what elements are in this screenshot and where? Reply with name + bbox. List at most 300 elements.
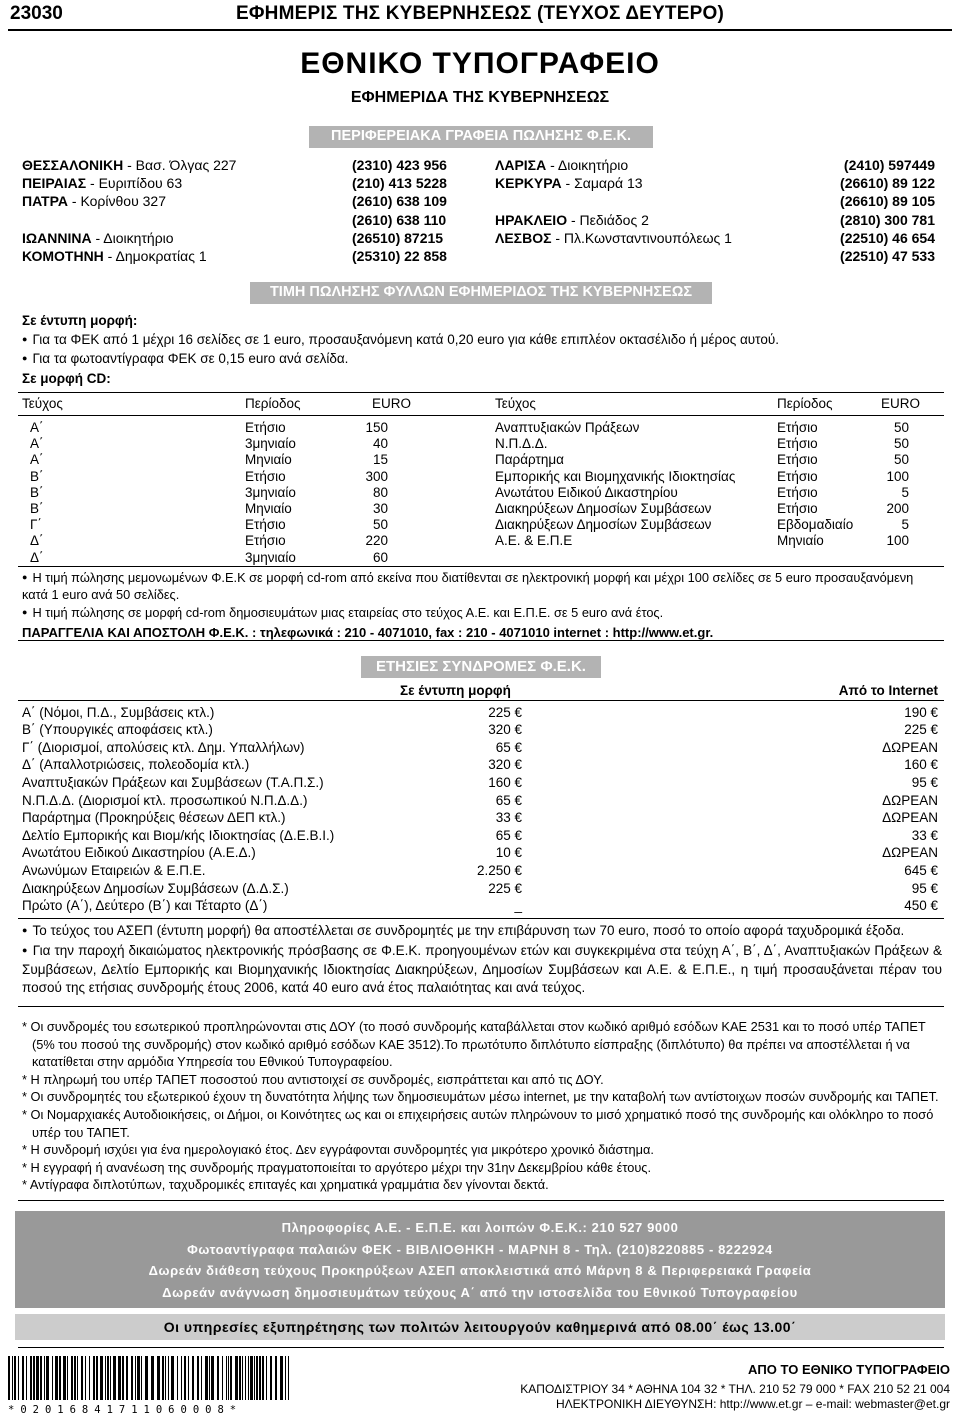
subscription-row [22, 739, 938, 757]
footnote: * Οι συνδρομητές του εξωτερικού έχουν τη δυνατότητα λήψης των δημοσιευμάτων μέσω internet, με την καταβολή των αντίστοιχων ποσών συνδρομής και ΤΑΠΕΤ. [22, 1089, 939, 1105]
footnotes [22, 1018, 940, 1194]
cd-price: 15 [372, 452, 388, 468]
subscription-print-price: 320 € [488, 722, 522, 738]
office-city: ΛΕΣΒΟΣ [495, 229, 552, 246]
office-row [22, 229, 462, 247]
subs-header-rule [18, 700, 944, 701]
barcode-bar [89, 1356, 90, 1400]
office-city: ΙΩΑΝΝΙΝΑ [22, 229, 92, 246]
barcode-bar [197, 1356, 199, 1400]
subscription-print-price: _ [514, 898, 522, 914]
office-name [22, 229, 352, 247]
cd-period: Ετήσιο [245, 517, 286, 533]
office-name [495, 193, 809, 211]
subs-notes [22, 922, 942, 996]
subscription-internet-price: 33 € [911, 827, 938, 843]
cd-issue: Δ΄ [30, 549, 44, 565]
barcode-bar [52, 1356, 53, 1400]
cd-note-2: ● Η τιμή πώλησης σε μορφή cd-rom δημοσιευμάτων μιας εταιρείας στο τεύχος Α.Ε. και Ε.Π.Ε. σε 5 euro ανά έτος. [22, 605, 937, 622]
cd-issue: Α΄ [30, 452, 44, 468]
cd-issue: Δ΄ [30, 533, 44, 549]
notes-rule [18, 1006, 944, 1007]
barcode-bar [36, 1356, 39, 1400]
cd-period: Ετήσιο [777, 484, 818, 500]
cd-period: 3μηνιαίο [245, 436, 296, 452]
cd-label: Σε μορφή CD: [22, 370, 111, 386]
subscription-row [22, 845, 938, 863]
cd-issue: Ανωτάτου Ειδικού Δικαστηρίου [495, 484, 678, 500]
barcode-bar [245, 1356, 246, 1400]
office-row [22, 193, 462, 211]
office-phone: (26610) 89 122 [840, 175, 935, 192]
office-address: - Δημοκρατίας 1 [103, 248, 207, 265]
subscription-internet-price: 645 € [904, 863, 938, 879]
office-row [495, 156, 935, 174]
cd-period: Ετήσιο [777, 420, 818, 435]
cd-price: 5 [901, 517, 909, 533]
barcode-bar [250, 1356, 253, 1400]
subscription-issue: Αναπτυξιακών Πράξεων και Συμβάσεων (Τ.Α.Π.Σ.) [22, 775, 324, 791]
subscription-issue: Ανωνύμων Εταιρειών & Ε.Π.Ε. [22, 863, 206, 879]
barcode-bar [177, 1356, 178, 1400]
barcode-bar [55, 1356, 58, 1400]
barcode-bar [205, 1356, 208, 1400]
cd-price: 50 [893, 436, 909, 452]
subscription-row [22, 757, 938, 775]
subscription-print-price: 33 € [495, 810, 522, 826]
cd-row [495, 420, 909, 436]
cd-price: 80 [372, 484, 388, 500]
subscription-row [22, 722, 938, 740]
office-name [22, 193, 352, 211]
barcode-bar [184, 1356, 186, 1400]
cd-period: Ετήσιο [245, 420, 286, 435]
barcode-bar [262, 1356, 264, 1400]
cd-price: 5 [901, 484, 909, 500]
cd-issue: Διακηρύξεων Δημοσίων Συμβάσεων [495, 500, 712, 516]
office-row [22, 174, 462, 192]
barcode-bar [46, 1356, 49, 1400]
subscription-issue: Ν.Π.Δ.Δ. (Διορισμοί κτλ. προσωπικού Ν.Π.Δ.Δ.) [22, 792, 308, 808]
subs-bottom-rule [18, 918, 944, 919]
cd-bottom-rule [18, 566, 944, 567]
office-phone: (22510) 47 533 [840, 248, 935, 265]
cd-issue: Α΄ [30, 436, 44, 452]
office-city: ΚΕΡΚΥΡΑ [495, 175, 562, 192]
cd-issue: Παράρτημα [495, 452, 564, 468]
office-name [495, 211, 809, 229]
office-phone: (25310) 22 858 [352, 248, 447, 265]
cd-period: Ετήσιο [245, 533, 286, 549]
barcode-bar [67, 1356, 68, 1400]
subscription-internet-price: ΔΩΡΕΑΝ [882, 810, 938, 826]
subscription-row [22, 898, 938, 916]
barcode-bar [107, 1356, 109, 1400]
cd-table-right [495, 420, 909, 550]
office-name [495, 174, 809, 192]
cd-issue: Ν.Π.Δ.Δ. [495, 436, 548, 452]
hours-rule [18, 1347, 944, 1348]
barcode-bar [201, 1356, 202, 1400]
office-address: - Πλ.Κωνσταντινουπόλεως 1 [551, 229, 732, 246]
subscription-row [22, 880, 938, 898]
subscription-print-price: 65 € [495, 792, 522, 808]
page-number: 23030 [10, 3, 63, 24]
office-row [495, 247, 935, 265]
subscription-print-price: 320 € [488, 757, 522, 773]
footer-address: ΚΑΠΟΔΙΣΤΡΙΟΥ 34 * ΑΘΗΝΑ 104 32 * ΤΗΛ. 210 52 79 000 * FAX 210 52 21 004 [520, 1382, 950, 1396]
cd-col-issue-left: Τεύχος [22, 396, 63, 411]
cd-period: Ετήσιο [777, 452, 818, 468]
office-phone: (22510) 46 654 [840, 229, 935, 246]
barcode-bar [59, 1356, 61, 1400]
cd-price: 200 [886, 500, 909, 516]
office-phone: (2810) 300 781 [840, 211, 935, 228]
barcode-bar [77, 1356, 78, 1400]
barcode-bar [14, 1356, 16, 1400]
barcode-bar [131, 1356, 133, 1400]
subscription-issue: Γ΄ (Διορισμοί, απολύσεις κτλ. Δημ. Υπαλλήλων) [22, 739, 305, 755]
subs-note-1: ● Το τεύχος του ΑΣΕΠ (έντυπη μορφή) θα αποστέλλεται σε συνδρομητές με την επιβάρυνση των 70 euro, ποσό το οποίο αφορά ταχυδρομικά έξοδα. [22, 922, 942, 942]
cd-row [30, 485, 388, 501]
barcode-bar [110, 1356, 111, 1400]
offices-left [22, 156, 462, 266]
cd-price: 150 [365, 420, 388, 435]
subscription-issue: Δ΄ (Απαλλοτριώσεις, πολεοδομία κτλ.) [22, 757, 250, 773]
barcode-bar [188, 1356, 189, 1400]
barcode-bar [135, 1356, 136, 1400]
office-row [495, 211, 935, 229]
barcode-bar [71, 1356, 73, 1400]
barcode-bar [217, 1356, 219, 1400]
subscription-internet-price: 450 € [904, 898, 938, 914]
subscription-row [22, 792, 938, 810]
cd-price: 300 [365, 468, 388, 484]
cd-issue: Διακηρύξεων Δημοσίων Συμβάσεων [495, 517, 712, 533]
footer-publisher: ΑΠΟ ΤΟ ΕΘΝΙΚΟ ΤΥΠΟΓΡΑΦΕΙΟ [748, 1362, 950, 1377]
subs-table [22, 704, 938, 915]
office-city: ΛΑΡΙΣΑ [495, 156, 547, 173]
publisher-title: ΕΘΝΙΚΟ ΤΥΠΟΓΡΑΦΕΙΟ [300, 47, 660, 80]
cd-period: Ετήσιο [777, 468, 818, 484]
barcode-bar [275, 1356, 277, 1400]
office-phone: (2310) 423 956 [352, 156, 447, 173]
office-name [22, 174, 352, 192]
cd-row [495, 533, 909, 549]
office-name [495, 156, 809, 174]
info-line-2: Φωτοαντίγραφα παλαιών ΦΕΚ - ΒΙΒΛΙΟΘΗΚΗ - ΜΑΡΝΗ 8 - Τηλ. (210)8220885 - 8222924 [187, 1241, 773, 1257]
cd-row [30, 501, 388, 517]
gazette-title: ΕΦΗΜΕΡΙΣ ΤΗΣ ΚΥΒΕΡΝΗΣΕΩΣ (ΤΕΥΧΟΣ ΔΕΥΤΕΡΟ) [236, 3, 724, 24]
barcode-bar [248, 1356, 249, 1400]
cd-col-period-left: Περίοδος [245, 396, 301, 411]
cd-price: 100 [886, 533, 909, 549]
office-row [22, 247, 462, 265]
subscription-issue: Β΄ (Υπουργικές αποφάσεις κτλ.) [22, 722, 213, 738]
barcode-bar [22, 1356, 24, 1400]
barcode-bar [235, 1356, 238, 1400]
barcode-bar [141, 1356, 142, 1400]
cd-row [495, 501, 909, 517]
footnote: * Η πληρωμή του υπέρ ΤΑΠΕΤ ποσοστού που αντιστοιχεί σε συνδρομές, εισπράττεται και από τις ΔΟΥ. [22, 1071, 604, 1087]
cd-row [495, 517, 909, 533]
barcode-bar [93, 1356, 95, 1400]
barcode-bar [145, 1356, 148, 1400]
cd-row [30, 420, 388, 436]
cd-row [30, 469, 388, 485]
office-row [22, 211, 462, 229]
barcode-bar [270, 1356, 272, 1400]
cd-period: Εβδομαδιαίο [777, 517, 854, 533]
office-row [22, 156, 462, 174]
office-row [495, 229, 935, 247]
subscription-issue: Ανωτάτου Ειδικού Δικαστηρίου (Α.Ε.Δ.) [22, 845, 256, 861]
subscription-print-price: 225 € [488, 880, 522, 896]
cd-row [495, 436, 909, 452]
barcode-bar [288, 1356, 289, 1400]
offices-right [495, 156, 935, 266]
cd-notes [22, 570, 937, 641]
barcode-bar [165, 1356, 166, 1400]
cd-issue: Εμπορικής και Βιομηχανικής Ιδιοκτησίας [495, 468, 736, 484]
cd-period: Μηνιαίο [245, 500, 292, 516]
barcode-bar [137, 1356, 140, 1400]
barcode-bar [118, 1356, 121, 1400]
subs-note-2-wrap [22, 942, 942, 997]
barcode-bar [226, 1356, 227, 1400]
office-name [22, 156, 352, 174]
barcode-digits: *0201684171106000​8* [8, 1404, 243, 1417]
barcode-bar [162, 1356, 164, 1400]
cd-table-left [30, 420, 388, 566]
barcode-bar [122, 1356, 124, 1400]
cd-price: 40 [372, 436, 388, 452]
cd-issue: Α.Ε. & Ε.Π.Ε [495, 533, 573, 549]
barcode-bars [8, 1356, 293, 1400]
barcode-bar [254, 1356, 255, 1400]
subscription-issue: Δελτίο Εμπορικής και Βιομ/κής Ιδιοκτησίας (Δ.Ε.Β.Ι.) [22, 827, 335, 843]
print-bullet-1: ● Για τα ΦΕΚ από 1 μέχρι 16 σελίδες σε 1 euro, προσαυξανόμενη κατά 0,20 euro για κάθε επιπλέον οκτασέλιδο ή μέρος αυτού. [22, 332, 942, 348]
publisher-subtitle: ΕΦΗΜΕΡΙΔΑ ΤΗΣ ΚΥΒΕΡΝΗΣΕΩΣ [350, 89, 610, 106]
office-city: ΚΟΜΟΤΗΝΗ [22, 248, 104, 265]
barcode-bar [171, 1356, 174, 1400]
barcode-bar [211, 1356, 214, 1400]
cd-col-euro-left: EURO [372, 396, 412, 411]
offices-banner: ΠΕΡΙΦΕΡΕΙΑΚΑ ΓΡΑΦΕΙΑ ΠΩΛΗΣΗΣ Φ.Ε.Κ. [309, 126, 653, 148]
cd-issue: Α΄ [30, 420, 44, 435]
footnote: * Οι συνδρομές του εσωτερικού προπληρώνονται στις ΔΟΥ (το ποσό συνδρομής καταβάλλεται στον κωδικό αριθμό εσόδων ΚΑΕ 2531 και το ποσό υπέρ ΤΑΠΕΤ (5% του ποσού της συνδρομής) στον κωδικό αριθμό εσόδων ΚΑΕ 3512).Το πρωτότυπο διπλότυπο είσπραξης (διπλότυπο) θα πρέπει να αποστέλλεται ή να κατατίθεται στην αρμόδια Υπηρεσία του Εθνικού Τυπογραφείου. [22, 1019, 926, 1070]
subscription-row [22, 810, 938, 828]
barcode-bar [228, 1356, 229, 1400]
cd-issue: Β΄ [30, 484, 44, 500]
barcode-bar [40, 1356, 42, 1400]
office-city: ΘΕΣΣΑΛΟΝΙΚΗ [22, 156, 124, 173]
barcode-bar [113, 1356, 116, 1400]
office-row [495, 174, 935, 192]
office-phone: (26510) 87215 [352, 229, 444, 246]
subscription-issue: Πρώτο (Α΄), Δεύτερο (Β΄) και Τέταρτο (Δ΄) [22, 898, 268, 914]
cd-price: 50 [372, 517, 388, 533]
prices-banner: ΤΙΜΗ ΠΩΛΗΣΗΣ ΦΥΛΛΩΝ ΕΦΗΜΕΡΙΔΟΣ ΤΗΣ ΚΥΒΕΡΝΗΣΕΩΣ [250, 282, 712, 304]
footnote: * Οι Νομαρχιακές Αυτοδιοικήσεις, οι Δήμοι, οι Κοινότητες ως και οι επιχειρήσεις αυτών πληρώνουν το μισό χρηματικό ποσό της συνδρομής και ολόκληρο το ποσό υπέρ του ΤΑΠΕΤ. [22, 1106, 934, 1140]
subscription-row [22, 774, 938, 792]
cd-period: Μηνιαίο [245, 452, 292, 468]
office-address: - Ευριπίδου 63 [86, 175, 183, 192]
barcode-bar [157, 1356, 160, 1400]
barcode-bar [242, 1356, 243, 1400]
subscription-issue: Διακηρύξεων Δημοσίων Συμβάσεων (Δ.Δ.Σ.) [22, 880, 289, 896]
barcode-bar [44, 1356, 45, 1400]
office-name [495, 229, 809, 247]
info-line-1: Πληροφορίες Α.Ε. - Ε.Π.Ε. και λοιπών Φ.Ε.Κ.: 210 527 9000 [281, 1220, 679, 1235]
barcode [8, 1356, 293, 1417]
subscriptions-banner: ΕΤΗΣΙΕΣ ΣΥΝΔΡΟΜΕΣ Φ.Ε.Κ. [361, 656, 601, 678]
cd-issue: Αναπτυξιακών Πράξεων [495, 420, 640, 435]
cd-top-rule [18, 392, 944, 393]
barcode-bar [266, 1356, 267, 1400]
cd-period: 3μηνιαίο [245, 549, 296, 565]
office-address: - Σαμαρά 13 [561, 175, 643, 192]
barcode-bar [280, 1356, 283, 1400]
office-row [495, 193, 935, 211]
cd-header-rule [18, 415, 944, 416]
cd-period: Μηνιαίο [777, 533, 824, 549]
subscription-internet-price: 95 € [911, 880, 938, 896]
office-city: ΠΕΙΡΑΙΑΣ [22, 175, 87, 192]
cd-price: 30 [372, 500, 388, 516]
subscription-issue: Παράρτημα (Προκηρύξεις θέσεων ΔΕΠ κτλ.) [22, 810, 286, 826]
cd-col-euro-right: EURO [881, 396, 921, 411]
subscription-print-price: 160 € [488, 775, 522, 791]
cd-row [30, 436, 388, 452]
subs-note-2: Για την παροχή δικαιώματος ηλεκτρονικής πρόσβασης σε Φ.Ε.Κ. προηγουμένων ετών και συγκεκριμένα στα τεύχη Α΄, Β΄, Δ΄, Αναπτυξιακών Πράξεων & Συμβάσεων, Δελτίο Εμπορικής και Βιομηχανικής Ιδιοκτησίας Διακηρύξεων, Δημοσίων Συμβάσεων και Α.Ε. & Ε.Π.Ε., η τιμή προσαυξάνεται πέραν του ποσού της ετήσιας συνδρομής έτους 2006, κατά 40 euro ανά έτος παλαιότητας και ανά τεύχος. [22, 942, 943, 995]
office-address: - Πεδιάδος 2 [567, 211, 649, 228]
subscription-internet-price: ΔΩΡΕΑΝ [882, 792, 938, 808]
subscription-print-price: 65 € [495, 827, 522, 843]
subscription-print-price: 225 € [488, 704, 522, 720]
barcode-bar [259, 1356, 261, 1400]
barcode-bar [222, 1356, 223, 1400]
office-address: - Κορίνθου 327 [68, 193, 166, 210]
barcode-bar [209, 1356, 210, 1400]
office-phone: (2610) 638 110 [352, 211, 447, 228]
barcode-bar [285, 1356, 286, 1400]
subscription-print-price: 65 € [495, 739, 522, 755]
cd-issue: Β΄ [30, 468, 44, 484]
barcode-bar [74, 1356, 76, 1400]
subs-col-print: Σε έντυπη μορφή [400, 683, 511, 698]
barcode-bar [8, 1356, 10, 1400]
cd-issue: Β΄ [30, 500, 44, 516]
barcode-bar [239, 1356, 241, 1400]
cd-row [30, 550, 388, 566]
service-hours: Οι υπηρεσίες εξυπηρέτησης των πολιτών λειτουργούν καθημερινά από 08.00΄ έως 13.00΄ [15, 1314, 945, 1340]
barcode-bar [81, 1356, 83, 1400]
cd-period: Ετήσιο [777, 436, 818, 452]
subscription-internet-price: ΔΩΡΕΑΝ [882, 845, 938, 861]
office-phone: (2410) 597449 [843, 156, 935, 173]
barcode-bar [96, 1356, 98, 1400]
cd-row [495, 485, 909, 501]
info-box [15, 1211, 945, 1308]
barcode-bar [105, 1356, 106, 1400]
subscription-internet-price: 225 € [904, 722, 938, 738]
cd-price: 220 [365, 533, 388, 549]
cd-row [30, 452, 388, 468]
office-address: - Βασ. Όλγας 227 [123, 156, 237, 173]
footnotes-rule [18, 1200, 944, 1201]
cd-row [30, 517, 388, 533]
cd-row [495, 469, 909, 485]
barcode-bar [256, 1356, 258, 1400]
footnote: * Αντίγραφα διπλοτύπων, ταχυδρομικές επιταγές και χρηματικά γραμμάτια δεν γίνονται δεκτά. [22, 1177, 549, 1193]
office-phone: (26610) 89 105 [840, 193, 935, 210]
subscription-internet-price: ΔΩΡΕΑΝ [882, 739, 938, 755]
cd-row [495, 452, 909, 468]
barcode-bar [100, 1356, 103, 1400]
barcode-bar [230, 1356, 232, 1400]
subscription-issue: Α΄ (Νόμοι, Π.Δ., Συμβάσεις κτλ.) [22, 704, 215, 720]
barcode-bar [192, 1356, 194, 1400]
office-city: ΗΡΑΚΛΕΙΟ [495, 211, 568, 228]
barcode-bar [26, 1356, 27, 1400]
barcode-bar [85, 1356, 86, 1400]
barcode-bar [63, 1356, 66, 1400]
barcode-bar [126, 1356, 128, 1400]
footer-web: ΗΛΕΚΤΡΟΝΙΚΗ ΔΙΕΥΘΥΝΣΗ: http://www.et.gr – e-mail: webmaster@et.gr [555, 1397, 950, 1411]
barcode-bar [33, 1356, 35, 1400]
cd-col-issue-right: Τεύχος [495, 396, 536, 411]
barcode-bar [12, 1356, 13, 1400]
orders-rule [18, 640, 944, 641]
office-phone: (2610) 638 109 [352, 193, 447, 210]
prices-print-section [22, 313, 942, 387]
cd-row [30, 533, 388, 549]
footnote: * Η εγγραφή ή ανανέωση της συνδρομής πραγματοποιείται το αργότερο μέχρι την 31ην Δεκεμβρίου κάθε έτους. [22, 1159, 652, 1175]
office-name [22, 211, 352, 229]
office-city: ΠΑΤΡΑ [22, 193, 69, 210]
cd-price: 50 [893, 420, 909, 435]
footnote: * Η συνδρομή ισχύει για ένα ημερολογιακό έτος. Δεν εγγράφονται συνδρομητές για μικρότερο χρονικό διάστημα. [22, 1142, 654, 1158]
subscription-internet-price: 160 € [904, 757, 938, 773]
subscription-row [22, 862, 938, 880]
subscription-print-price: 10 € [495, 845, 522, 861]
cd-issue: Γ΄ [30, 517, 42, 533]
print-label: Σε έντυπη μορφή: [22, 313, 138, 328]
header-rule [8, 29, 952, 31]
cd-period: Ετήσιο [777, 500, 818, 516]
subscription-print-price: 2.250 € [476, 863, 522, 879]
office-address: - Διοικητήριο [91, 229, 174, 246]
subs-col-internet: Από το Internet [838, 683, 938, 698]
cd-note-1: ● Η τιμή πώλησης μεμονωμένων Φ.Ε.Κ σε μορφή cd-rom από εκείνα που διατίθενται σε ηλεκτρονική μορφή και μέχρι 100 σελίδες σε 5 euro προσαυξανόμενη κατά 1 euro ανά 50 σελίδες. [22, 570, 937, 603]
subscription-row [22, 827, 938, 845]
barcode-bar [30, 1356, 32, 1400]
info-line-4: Δωρεάν ανάγνωση δημοσιευμάτων τεύχους Α΄ από την ιστοσελίδα του Εθνικού Τυπογραφείου [162, 1284, 798, 1300]
cd-price: 60 [372, 549, 388, 565]
subscription-internet-price: 95 € [911, 775, 938, 791]
office-name [495, 247, 809, 265]
office-address: - Διοικητήριο [546, 156, 629, 173]
barcode-bar [151, 1356, 154, 1400]
office-name [22, 247, 352, 265]
subscription-internet-price: 190 € [904, 704, 938, 720]
info-line-3: Δωρεάν διάθεση τεύχους Προκηρύξεων ΑΣΕΠ αποκλειστικά από Μάρνη 8 & Περιφερειακά Γραφεία [148, 1263, 812, 1278]
cd-col-period-right: Περίοδος [777, 396, 833, 411]
barcode-bar [168, 1356, 169, 1400]
cd-period: Ετήσιο [245, 468, 286, 484]
cd-period: 3μηνιαίο [245, 484, 296, 500]
